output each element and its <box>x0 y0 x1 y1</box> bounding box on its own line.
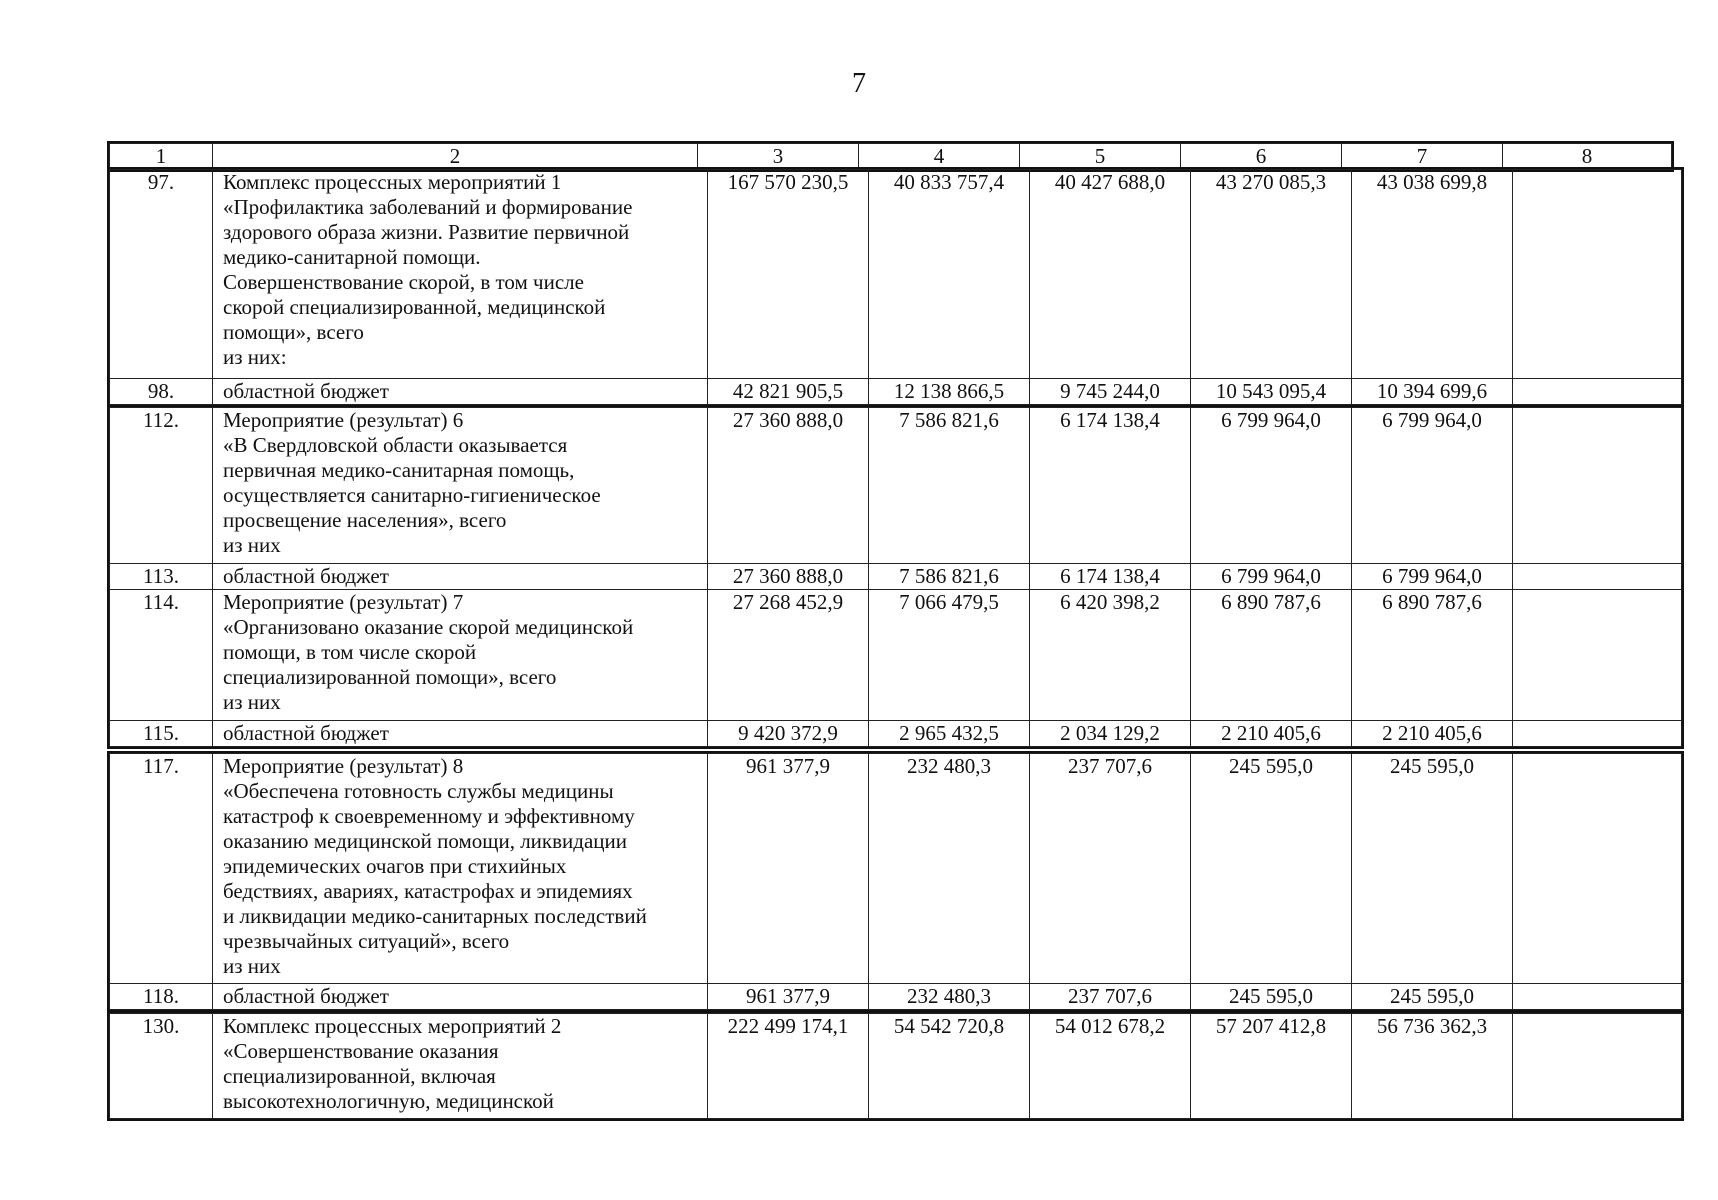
row-description: Комплекс процессных мероприятий 1 «Профилактика заболеваний и формирование здорового образа жизни. Развитие первичной медико-санитарной помощи. Совершенствование скорой, в том числе скорой специализированной, медицинской помощи», всего из них: <box>213 170 708 379</box>
row-value-col3: 222 499 174,1 <box>708 1014 869 1119</box>
row-value-col6: 57 207 412,8 <box>1191 1014 1352 1119</box>
row-value-col8 <box>1513 408 1682 564</box>
row-number: 115. <box>110 721 213 747</box>
row-value-col7: 10 394 699,6 <box>1352 379 1513 405</box>
header-col-3: 3 <box>698 144 859 170</box>
row-value-col7: 56 736 362,3 <box>1352 1014 1513 1119</box>
row-value-col7: 6 890 787,6 <box>1352 590 1513 721</box>
table-row <box>110 170 1682 379</box>
table-segment-1 <box>109 169 1682 405</box>
row-number: 114. <box>110 590 213 721</box>
table-segment-2 <box>109 407 1682 747</box>
row-description: Комплекс процессных мероприятий 2 «Совершенствование оказания специализированной, включая высокотехнологичную, медицинской <box>213 1014 708 1119</box>
row-value-col4: 12 138 866,5 <box>869 379 1030 405</box>
row-value-col8 <box>1513 170 1682 379</box>
table-row <box>110 754 1682 984</box>
table-row <box>110 379 1682 405</box>
row-description: Мероприятие (результат) 6 «В Свердловской области оказывается первичная медико-санитарная помощь, осуществляется санитарно-гигиеническое просвещение населения», всего из них <box>213 408 708 564</box>
row-value-col3: 42 821 905,5 <box>708 379 869 405</box>
row-value-col7: 245 595,0 <box>1352 984 1513 1010</box>
row-number: 98. <box>110 379 213 405</box>
row-number: 112. <box>110 408 213 564</box>
row-value-col8 <box>1513 984 1682 1010</box>
table-row <box>110 984 1682 1010</box>
row-value-col3: 9 420 372,9 <box>708 721 869 747</box>
row-value-col7: 6 799 964,0 <box>1352 408 1513 564</box>
row-description: областной бюджет <box>213 564 708 590</box>
row-value-col4: 7 066 479,5 <box>869 590 1030 721</box>
row-value-col5: 6 420 398,2 <box>1030 590 1191 721</box>
row-value-col4: 2 965 432,5 <box>869 721 1030 747</box>
row-value-col6: 10 543 095,4 <box>1191 379 1352 405</box>
row-value-col6: 245 595,0 <box>1191 984 1352 1010</box>
row-value-col6: 6 890 787,6 <box>1191 590 1352 721</box>
page-number: 7 <box>852 68 866 99</box>
table-row <box>110 721 1682 747</box>
row-value-col8 <box>1513 721 1682 747</box>
row-description: Мероприятие (результат) 8 «Обеспечена готовность службы медицины катастроф к своевременному и эффективному оказанию медицинской помощи, ликвидации эпидемических очагов при стихийных бедствиях, авариях, катастрофах и эпидемиях и ликвидации медико-санитарных последствий чрезвычайных ситуаций», всего из них <box>213 754 708 984</box>
row-value-col6: 43 270 085,3 <box>1191 170 1352 379</box>
row-value-col5: 6 174 138,4 <box>1030 408 1191 564</box>
row-value-col3: 961 377,9 <box>708 984 869 1010</box>
row-value-col4: 40 833 757,4 <box>869 170 1030 379</box>
row-value-col5: 2 034 129,2 <box>1030 721 1191 747</box>
table-row <box>110 590 1682 721</box>
row-value-col6: 245 595,0 <box>1191 754 1352 984</box>
row-description: областной бюджет <box>213 984 708 1010</box>
header-col-1: 1 <box>110 144 213 170</box>
row-value-col5: 54 012 678,2 <box>1030 1014 1191 1119</box>
row-value-col8 <box>1513 754 1682 984</box>
row-value-col8 <box>1513 379 1682 405</box>
row-value-col8 <box>1513 564 1682 590</box>
table-row <box>110 1014 1682 1119</box>
header-col-8: 8 <box>1503 144 1672 170</box>
row-value-col5: 237 707,6 <box>1030 754 1191 984</box>
row-number: 117. <box>110 754 213 984</box>
row-value-col4: 232 480,3 <box>869 754 1030 984</box>
row-value-col7: 6 799 964,0 <box>1352 564 1513 590</box>
row-value-col4: 7 586 821,6 <box>869 564 1030 590</box>
table-segment-4 <box>109 1013 1682 1119</box>
row-value-col8 <box>1513 590 1682 721</box>
row-value-col4: 54 542 720,8 <box>869 1014 1030 1119</box>
table-header <box>109 143 1672 170</box>
row-description: Мероприятие (результат) 7 «Организовано оказание скорой медицинской помощи, в том числе скорой специализированной помощи», всего из них <box>213 590 708 721</box>
row-number: 118. <box>110 984 213 1010</box>
row-value-col6: 6 799 964,0 <box>1191 408 1352 564</box>
row-value-col5: 40 427 688,0 <box>1030 170 1191 379</box>
row-value-col6: 6 799 964,0 <box>1191 564 1352 590</box>
row-value-col3: 167 570 230,5 <box>708 170 869 379</box>
row-value-col3: 27 360 888,0 <box>708 408 869 564</box>
row-number: 130. <box>110 1014 213 1119</box>
table-segment-3 <box>109 753 1682 1010</box>
header-col-4: 4 <box>859 144 1020 170</box>
row-description: областной бюджет <box>213 721 708 747</box>
row-value-col5: 237 707,6 <box>1030 984 1191 1010</box>
row-value-col3: 27 360 888,0 <box>708 564 869 590</box>
row-description: областной бюджет <box>213 379 708 405</box>
row-value-col7: 2 210 405,6 <box>1352 721 1513 747</box>
row-value-col5: 6 174 138,4 <box>1030 564 1191 590</box>
row-value-col3: 961 377,9 <box>708 754 869 984</box>
table-row <box>110 408 1682 564</box>
header-col-2: 2 <box>213 144 698 170</box>
row-value-col8 <box>1513 1014 1682 1119</box>
header-col-7: 7 <box>1342 144 1503 170</box>
header-col-6: 6 <box>1181 144 1342 170</box>
row-value-col3: 27 268 452,9 <box>708 590 869 721</box>
row-value-col4: 7 586 821,6 <box>869 408 1030 564</box>
header-row <box>110 144 1672 170</box>
table-row <box>110 564 1682 590</box>
row-value-col5: 9 745 244,0 <box>1030 379 1191 405</box>
row-number: 97. <box>110 170 213 379</box>
row-value-col4: 232 480,3 <box>869 984 1030 1010</box>
header-col-5: 5 <box>1020 144 1181 170</box>
row-value-col6: 2 210 405,6 <box>1191 721 1352 747</box>
row-value-col7: 245 595,0 <box>1352 754 1513 984</box>
row-number: 113. <box>110 564 213 590</box>
row-value-col7: 43 038 699,8 <box>1352 170 1513 379</box>
